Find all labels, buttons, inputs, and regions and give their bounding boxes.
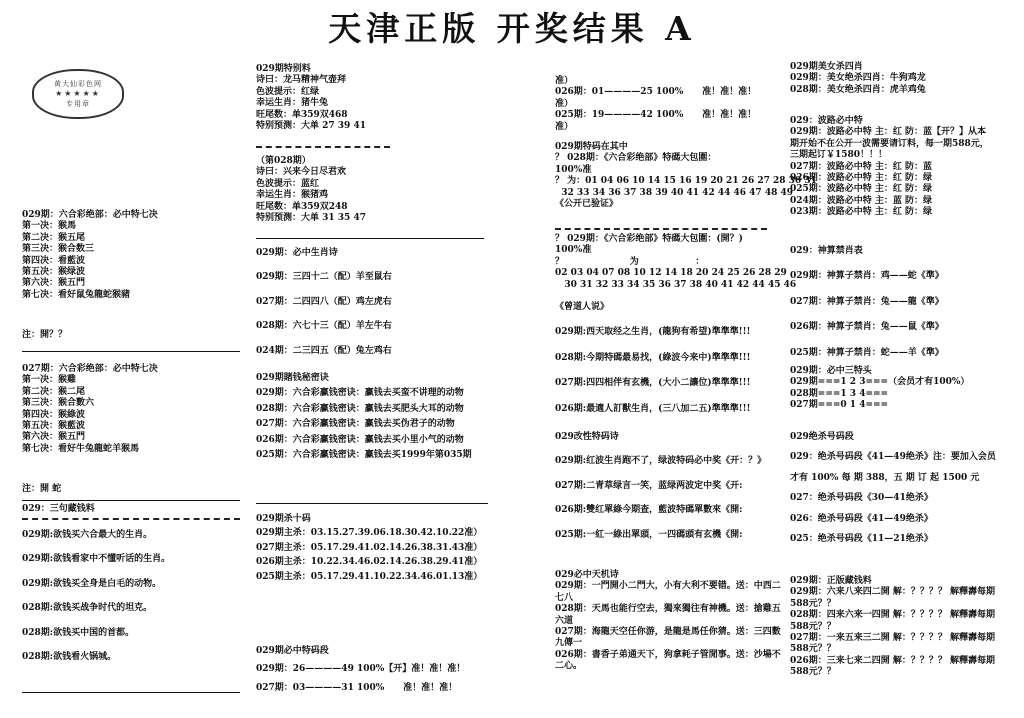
text-line: 特别预测：大单 31 35 47 [256,213,366,224]
text-line: 100%准 [555,164,592,175]
text-line: 三期起订￥1580！！！ [790,150,888,161]
text-line: 第七决：看好鼠兔龍蛇猴豬 [22,289,131,300]
text-line: 026期：01————25 100% 准！准！准！ [555,87,757,98]
text-line: 029：波路必中特 [790,116,863,126]
text-line: 027期：一来五来三二開 解：？？？？ 解釋壽每期 [790,633,996,644]
section-special-029 [256,64,546,132]
text-line: 028期：四来六来一四開 解：？？？？ 解釋壽每期 [790,610,996,621]
section-seven-picks-027 [22,364,242,455]
text-line: 027期：六合彩绝部：必中特七决 [22,364,158,374]
text-line: 029期:欲钱买全身是白毛的动物。 [22,578,162,589]
text-line: 029期：三四十二（配）羊至鼠右 [256,272,392,283]
text-line: 025：绝杀号码段《11—21绝杀》 [790,534,933,545]
text-line: 029期：必中三特头 [790,366,872,376]
text-line: 029期:欲钱买六合最大的生肖。 [22,530,153,540]
section-hidden-money [790,576,1022,679]
text-line: 025期主杀：05.17.29.41.10.22.34.46.01.13准） [256,571,483,582]
text-line: 029期必中特码段 [256,646,329,656]
divider [22,692,240,693]
divider [555,228,767,230]
text-line: 027期：二四四八（配）鸡左虎右 [256,296,392,307]
text-line: 026期:最適人訂獸生肖，(三八加二五)準準準!!! [555,403,751,414]
text-line: 第五决：猴绿波 [22,267,86,278]
text-line: 028期：美女绝杀四肖：虎羊鸡兔 [790,84,926,95]
text-line: 029必中天机诗 [555,570,619,580]
text-line: 期开始不在公开一波需要请订料，每一期588元， [790,138,989,149]
text-line: 准） [555,121,574,132]
text-line: 027期：03————31 100% 准！准！准！ [256,682,458,693]
text-line: 色波提示：蓝红 [256,178,320,189]
text-line: 029期：26————49 100%【开】准！准！准！ [256,664,466,675]
text-line: 025期：神算子禁肖：蛇——羊《準》 [790,347,944,358]
text-line: 第七决：看好牛兔龍蛇羊猴馬 [22,443,140,454]
text-line: 幸运生肖：猴猪鸡 [256,190,329,201]
text-line: 027期：六合彩赢钱密诀：赢钱去买伪君子的动物 [256,419,455,430]
text-line: 029期：六来八来四二開 解：？？？？ 解釋壽每期 [790,587,996,598]
text-line: 028期：六七十三（配）羊左牛右 [256,321,392,332]
section-seven-picks-029 [22,210,242,301]
section-zeng-says [555,302,783,415]
text-line: 029期特码在其中 [555,142,628,152]
section-beauty-kill [790,62,1022,96]
text-line: 026期：波路必中特 主：红 防：绿 [790,173,933,184]
text-line: 029期:红波生肖跑不了，绿波特码必中奖《开：？》 [555,456,767,467]
text-line: 第六决：猴五門 [22,432,86,443]
stamp-stars: ★★★★★ [55,89,101,98]
text-line: 028期：天馬也能行空去，獨來獨往有神機。送：搶雞五六道 [555,604,781,626]
text-line: 588元？？ [790,644,836,655]
text-line: 第三决：猴合数三 [22,244,95,255]
divider [256,238,484,239]
column-2 [256,58,546,718]
text-line: 029期：一門開小二門大，小有大利不要错。送：中西二七八 [555,581,781,603]
page-title: 天津正版 开奖结果 A [328,9,696,48]
text-line: 029改性特码诗 [555,432,619,442]
text-line: 第五决：猴藍波 [22,421,86,432]
text-line: 029期特别料 [256,64,311,74]
text-line: 第一决：猴雞 [22,375,77,386]
divider [256,503,488,504]
text-line: 029期：神算子禁肖：鸡——蛇《準》 [790,271,944,282]
text-line: 才有 100% 每 期 388，五 期 订 起 1500 元 [790,472,980,483]
text-line: 《曾道人说》 [555,302,610,312]
text-line: 02 03 04 07 08 10 12 14 18 20 24 25 26 28 29 [555,268,787,279]
text-line: 029期：波路必中特 主：红 防：蓝【开？】从本 [790,127,987,138]
text-line: 027期:四四相伴有玄機，(大小二讓位)準準準!!! [555,378,751,389]
text-line: 《公开已验证》 [555,199,619,210]
text-line: ？ 028期：《六合彩绝部》特碼大包圍： [555,153,717,164]
text-line: 029期:西天取经之生肖，(龍狗有希望)準準準!!! [555,327,751,338]
text-line: 588元？？ [790,667,836,678]
text-line: 色波提示：红绿 [256,86,320,97]
text-line: 029期：必中生肖诗 [256,248,338,258]
section-three-heads [790,366,1022,412]
text-line: 028期:今期特碼最易找，(綠波今来中)準準準!!! [555,352,751,363]
text-line: ？ 为：01 04 06 10 14 15 16 19 20 21 26 27 28 30 31 [555,176,817,187]
text-line: 027：绝杀号码段《30—41绝杀》 [790,493,933,504]
column-4 [790,58,1022,718]
text-line: 026期：六合彩赢钱密诀：赢钱去买小里小气的动物 [256,434,464,445]
text-line: 100%准 [555,245,592,256]
text-line: 幸运生肖：猪牛兔 [256,98,329,109]
section-zodiac-poem [256,248,546,357]
section-riddles [22,530,242,663]
text-line: 029期賭钱秘密诀 [256,373,329,383]
text-line: 029期===1 2 3===（会员才有100%） [790,377,970,388]
text-line: 025期：六合彩赢钱密诀：赢钱去买1999年第035期 [256,450,472,461]
text-line: 第二决：猴五尾 [22,232,86,243]
divider [256,146,390,148]
text-line: 029期主杀：03.15.27.39.06.18.30.42.10.22准） [256,528,483,539]
stamp-label: 专用章 [66,100,90,108]
text-line: 029：神算禁肖表 [790,246,863,256]
text-line: 029期美女杀四肖 [790,62,863,72]
text-line: 旺尾数：单359双248 [256,201,348,212]
text-line: 026：绝杀号码段《41—49绝杀》 [790,513,933,524]
text-line: 027期===0 1 4=== [790,400,889,411]
text-line: （第028期） [256,156,311,166]
text-line: 029：绝杀号码段《41—49绝杀》注：要加入会员 [790,452,996,463]
section-numbers-029 [555,142,817,210]
text-line: 029绝杀号码段 [790,432,854,442]
text-line: 32 33 34 36 37 38 39 40 41 42 44 46 47 48 49 [555,187,793,198]
text-line: 025期：19————42 100% 准！准！准！ [555,110,757,121]
text-line: 029期：六合彩赢钱密诀：赢钱去买蛮不讲理的动物 [256,388,464,399]
divider [22,500,240,501]
text-line: 30 31 32 33 34 35 36 37 38 40 41 42 44 45 46 [555,279,797,290]
note-027: 注：開 蛇 [22,484,62,494]
text-line: 第一决：猴馬 [22,221,77,232]
section-kill-range [790,432,1022,545]
text-line: 027期：波路必中特 主：红 防：蓝 [790,161,933,172]
divider [22,351,240,352]
text-line: 026期主杀：10.22.34.46.02.14.26.38.29.41准） [256,557,483,568]
text-line: 第六决：猴五門 [22,278,86,289]
section-numbers-big [555,234,797,291]
text-line: 028期===1 3 4=== [790,388,889,399]
text-line: 准） [555,98,574,109]
text-line: 第四决：看藍波 [22,255,86,266]
text-line: 588元？？ [790,598,836,609]
section-heading: 029：三句藏钱料 [22,504,95,514]
section-range-history [555,76,783,133]
text-line: 旺尾数：单359双468 [256,109,348,120]
section-special-028 [256,156,546,224]
text-line: 028期：六合彩赢钱密诀：赢钱去买肥头大耳的动物 [256,403,464,414]
text-line: 027期主杀：05.17.29.41.02.14.26.38.31.43准） [256,542,483,553]
seal-stamp [32,69,124,119]
section-wave [790,116,1022,219]
section-secret-tips [256,373,546,461]
text-line: 027期：神算子禁肖：兔——龍《準》 [790,296,944,307]
text-line: 027期:二青草绿言一笑，蓝绿两波定中奖《开: [555,480,743,491]
section-poem-numbers [555,432,783,541]
stamp-text: 黄大仙彩色网 [54,80,102,88]
text-line: 029期：正版藏钱料 [790,576,872,586]
text-line: 026期：神算子禁肖：兔——鼠《準》 [790,322,944,333]
text-line: 025期:一紅一綠出單頭，一四碼頭有玄機《開: [555,529,743,540]
text-line: 026期：三来七来二四開 解：？？？？ 解釋壽每期 [790,655,996,666]
text-line: 029期杀十码 [256,514,311,524]
section-forbidden [790,246,1022,359]
text-line: 028期:欲钱买中国的首都。 [22,627,135,638]
text-line: 029期：美女绝杀四肖：牛狗鸡龙 [790,73,926,84]
text-line: 588元？？ [790,621,836,632]
text-line: 029期:欲钱看家中不懂听话的生肖。 [22,554,171,565]
text-line: 024期：二三四五（配）兔左鸡右 [256,345,392,356]
text-line: 025期：波路必中特 主：红 防：绿 [790,184,933,195]
text-line: 准） [555,76,574,86]
text-line: 诗曰：兴来今日尽君欢 [256,167,347,178]
section-sky-poem [555,570,783,673]
text-line: 029期：六合彩绝部：必中特七决 [22,210,158,220]
text-line: 第二决：猴二尾 [22,386,86,397]
text-line: 诗曰：龙马精神气壶拜 [256,75,347,86]
divider [22,518,240,520]
text-line: 027期：海龍天空任你游，是龍是馬任你猜。送：三四數九傳一 [555,627,781,649]
text-line: 第三决：猴合數六 [22,398,95,409]
section-range [256,646,546,694]
text-line: 023期：波路必中特 主：红 防：绿 [790,207,933,218]
column-1 [22,58,242,718]
text-line: 026期：書香子弟通天下，狗拿耗子管閒事。送：沙場不二心。 [555,649,781,672]
text-line: 026期:雙红單綠今期查，藍波特碼單數來《開: [555,505,743,516]
text-line: 第四决：猴綠波 [22,409,86,420]
text-line: 024期：波路必中特 主：蓝 防：绿 [790,195,933,206]
text-line: 028期:欲钱看火锅城。 [22,652,117,663]
section-kill-ten [256,514,546,583]
text-line: 028期:欲钱买战争时代的坦克。 [22,603,153,614]
note-029: 注：開？？ [22,330,68,340]
text-line: ？ 为 ： [555,256,705,267]
text-line: ？ 029期：《六合彩绝部》特碼大包圍：(開？) [555,234,743,244]
text-line: 特别预测：大单 27 39 41 [256,121,366,132]
